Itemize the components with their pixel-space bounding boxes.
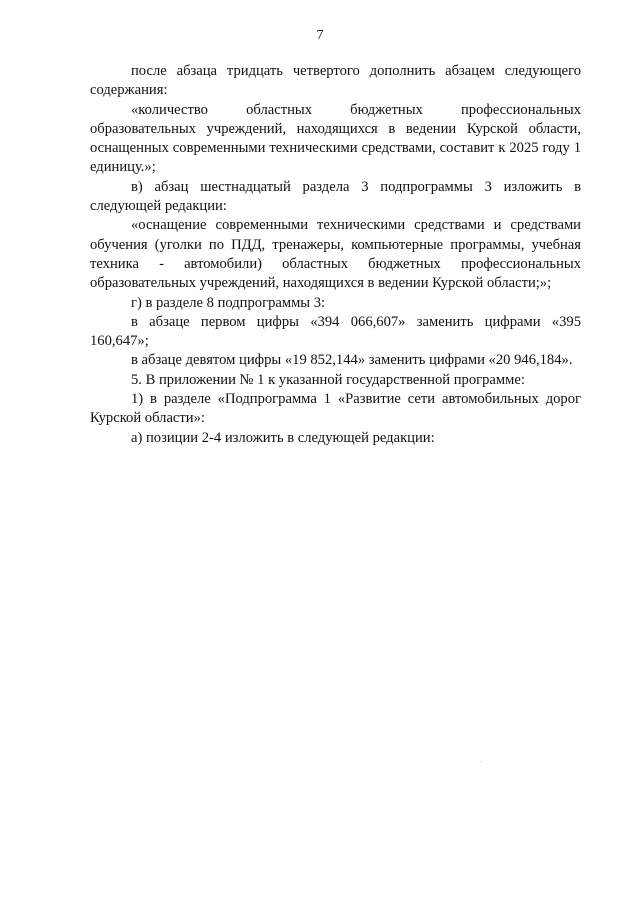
paragraph-positions-2-4: а) позиции 2-4 изложить в следующей редакции:	[131, 429, 435, 446]
paragraph-item-v: в) абзац шестнадцатый раздела 3 подпрограммы 3 изложить в следующей редакции:	[90, 178, 581, 215]
paragraph-appendix-1: 5. В приложении № 1 к указанной государственной программе:	[131, 371, 525, 388]
paragraph-quote-equipment: «оснащение современными техническими средствами и средствами обучения (уголки по ПДД, тренажеры, компьютерные программы, учебная техника - автомобили) областных бюджетных профессиональных образовательных учреждений, находящихся в ведении Курской области;»;	[90, 217, 581, 292]
paragraph-quote-count-institutions: «количество областных бюджетных профессиональных образовательных учреждений, находящихся в ведении Курской области, оснащенных современными техническими средствами, составит к 2025 году 1 единицу.»;	[90, 101, 581, 176]
document-body	[90, 62, 581, 448]
paragraph-ninth-abzats-figures: в абзаце девятом цифры «19 852,144» заменить цифрами «20 946,184».	[131, 352, 573, 369]
paragraph-first-abzats-figures: в абзаце первом цифры «394 066,607» заменить цифрами «395 160,647»;	[90, 313, 581, 350]
scan-speck	[481, 761, 482, 762]
page-number: 7	[316, 28, 324, 43]
paragraph-add-after-34: после абзаца тридцать четвертого дополнить абзацем следующего содержания:	[90, 63, 581, 99]
paragraph-subprogram-1: 1) в разделе «Подпрограмма 1 «Развитие сети автомобильных дорог Курской области»:	[90, 391, 581, 427]
paragraph-item-g: г) в разделе 8 подпрограммы 3:	[131, 294, 326, 311]
